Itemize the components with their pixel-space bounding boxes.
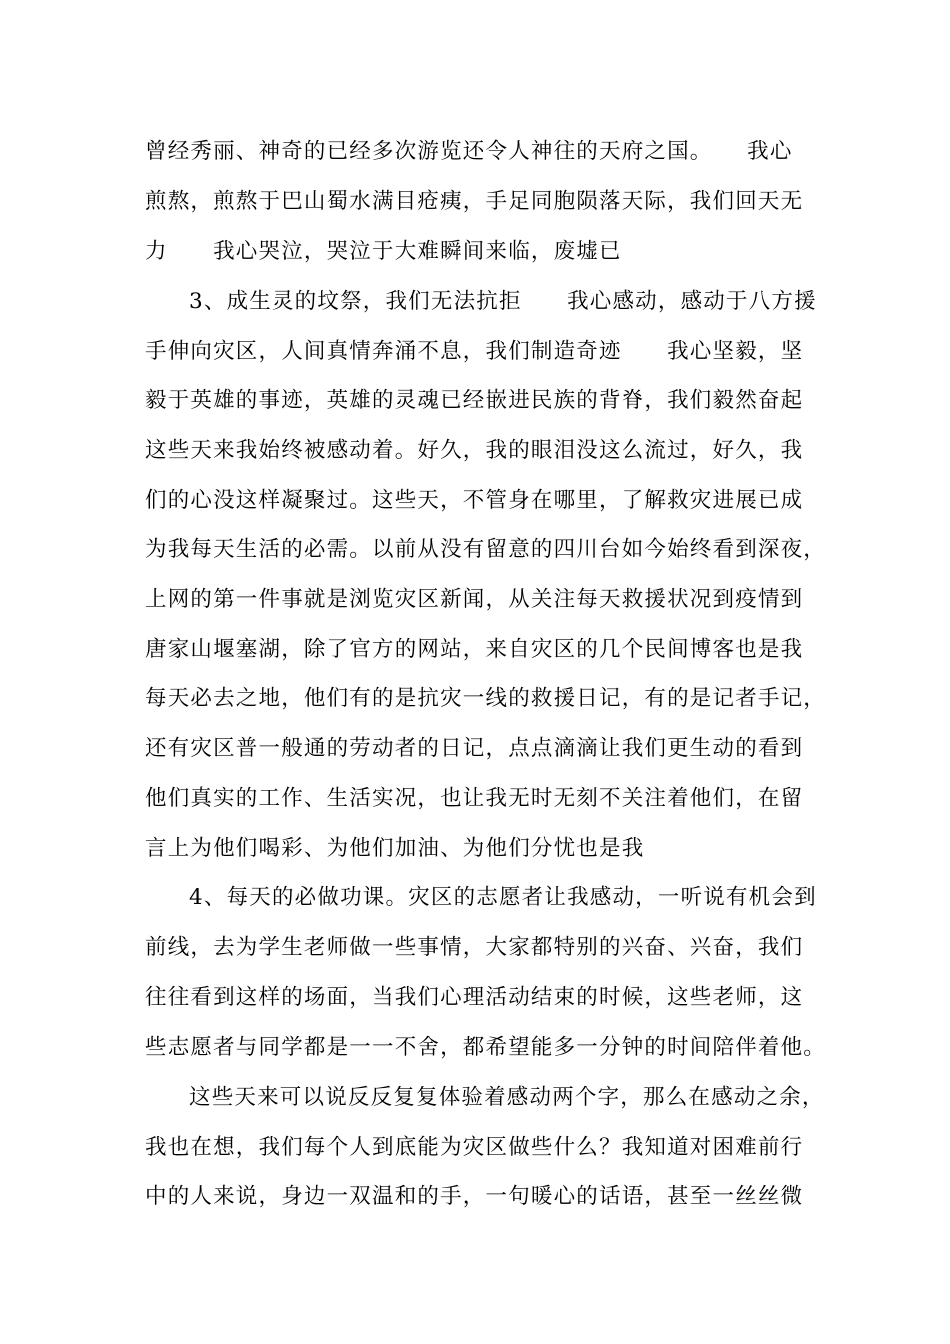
paragraph-start-line: 4、每天的必做功课。灾区的志愿者让我感动，一听说有机会到 [189,885,817,910]
text-line: 往往看到这样的场面，当我们心理活动结束的时候，这些老师，这 [145,985,804,1010]
text-line: 为我每天生活的必需。以前从没有留意的四川台如今始终看到深夜， [145,537,827,562]
text-line: 还有灾区普一般通的劳动者的日记，点点滴滴让我们更生动的看到 [145,736,804,761]
text-line: 我也在想，我们每个人到底能为灾区做些什么？我知道对困难前行 [145,1135,804,1160]
text-line: 手伸向灾区，人间真情奔涌不息，我们制造奇迹 我心坚毅，坚 [145,339,804,364]
text-line: 力 我心哭泣，哭泣于大难瞬间来临，废墟已 [145,239,622,264]
text-line: 曾经秀丽、神奇的已经多次游览还令人神往的天府之国。 我心 [145,139,793,164]
text-line: 毅于英雄的事迹，英雄的灵魂已经嵌进民族的背脊，我们毅然奋起 [145,388,804,413]
text-line: 些志愿者与同学都是一一不舍，都希望能多一分钟的时间陪伴着他。 [145,1035,827,1060]
paragraph-start-line: 3、成生灵的坟祭，我们无法抗拒 我心感动，感动于八方援 [189,289,817,314]
paragraph-start-line: 这些天来可以说反反复复体验着感动两个字，那么在感动之余， [189,1085,825,1110]
text-line: 上网的第一件事就是浏览灾区新闻，从关注每天救援状况到疫情到 [145,587,804,612]
text-line: 煎熬，煎熬于巴山蜀水满目疮痍，手足同胞陨落天际，我们回天无 [145,189,804,214]
text-line: 每天必去之地，他们有的是抗灾一线的救援日记，有的是记者手记， [145,686,827,711]
text-line: 唐家山堰塞湖，除了官方的网站，来自灾区的几个民间博客也是我 [145,637,804,662]
text-line: 们的心没这样凝聚过。这些天，不管身在哪里，了解救灾进展已成 [145,488,804,513]
text-line: 言上为他们喝彩、为他们加油、为他们分忧也是我 [145,836,645,861]
text-line: 这些天来我始终被感动着。好久，我的眼泪没这么流过，好久，我 [145,438,804,463]
text-line: 前线，去为学生老师做一些事情，大家都特别的兴奋、兴奋，我们 [145,935,804,960]
text-line: 他们真实的工作、生活实况，也让我无时无刻不关注着他们，在留 [145,786,804,811]
text-line: 中的人来说，身边一双温和的手，一句暖心的话语，甚至一丝丝微 [145,1184,804,1209]
